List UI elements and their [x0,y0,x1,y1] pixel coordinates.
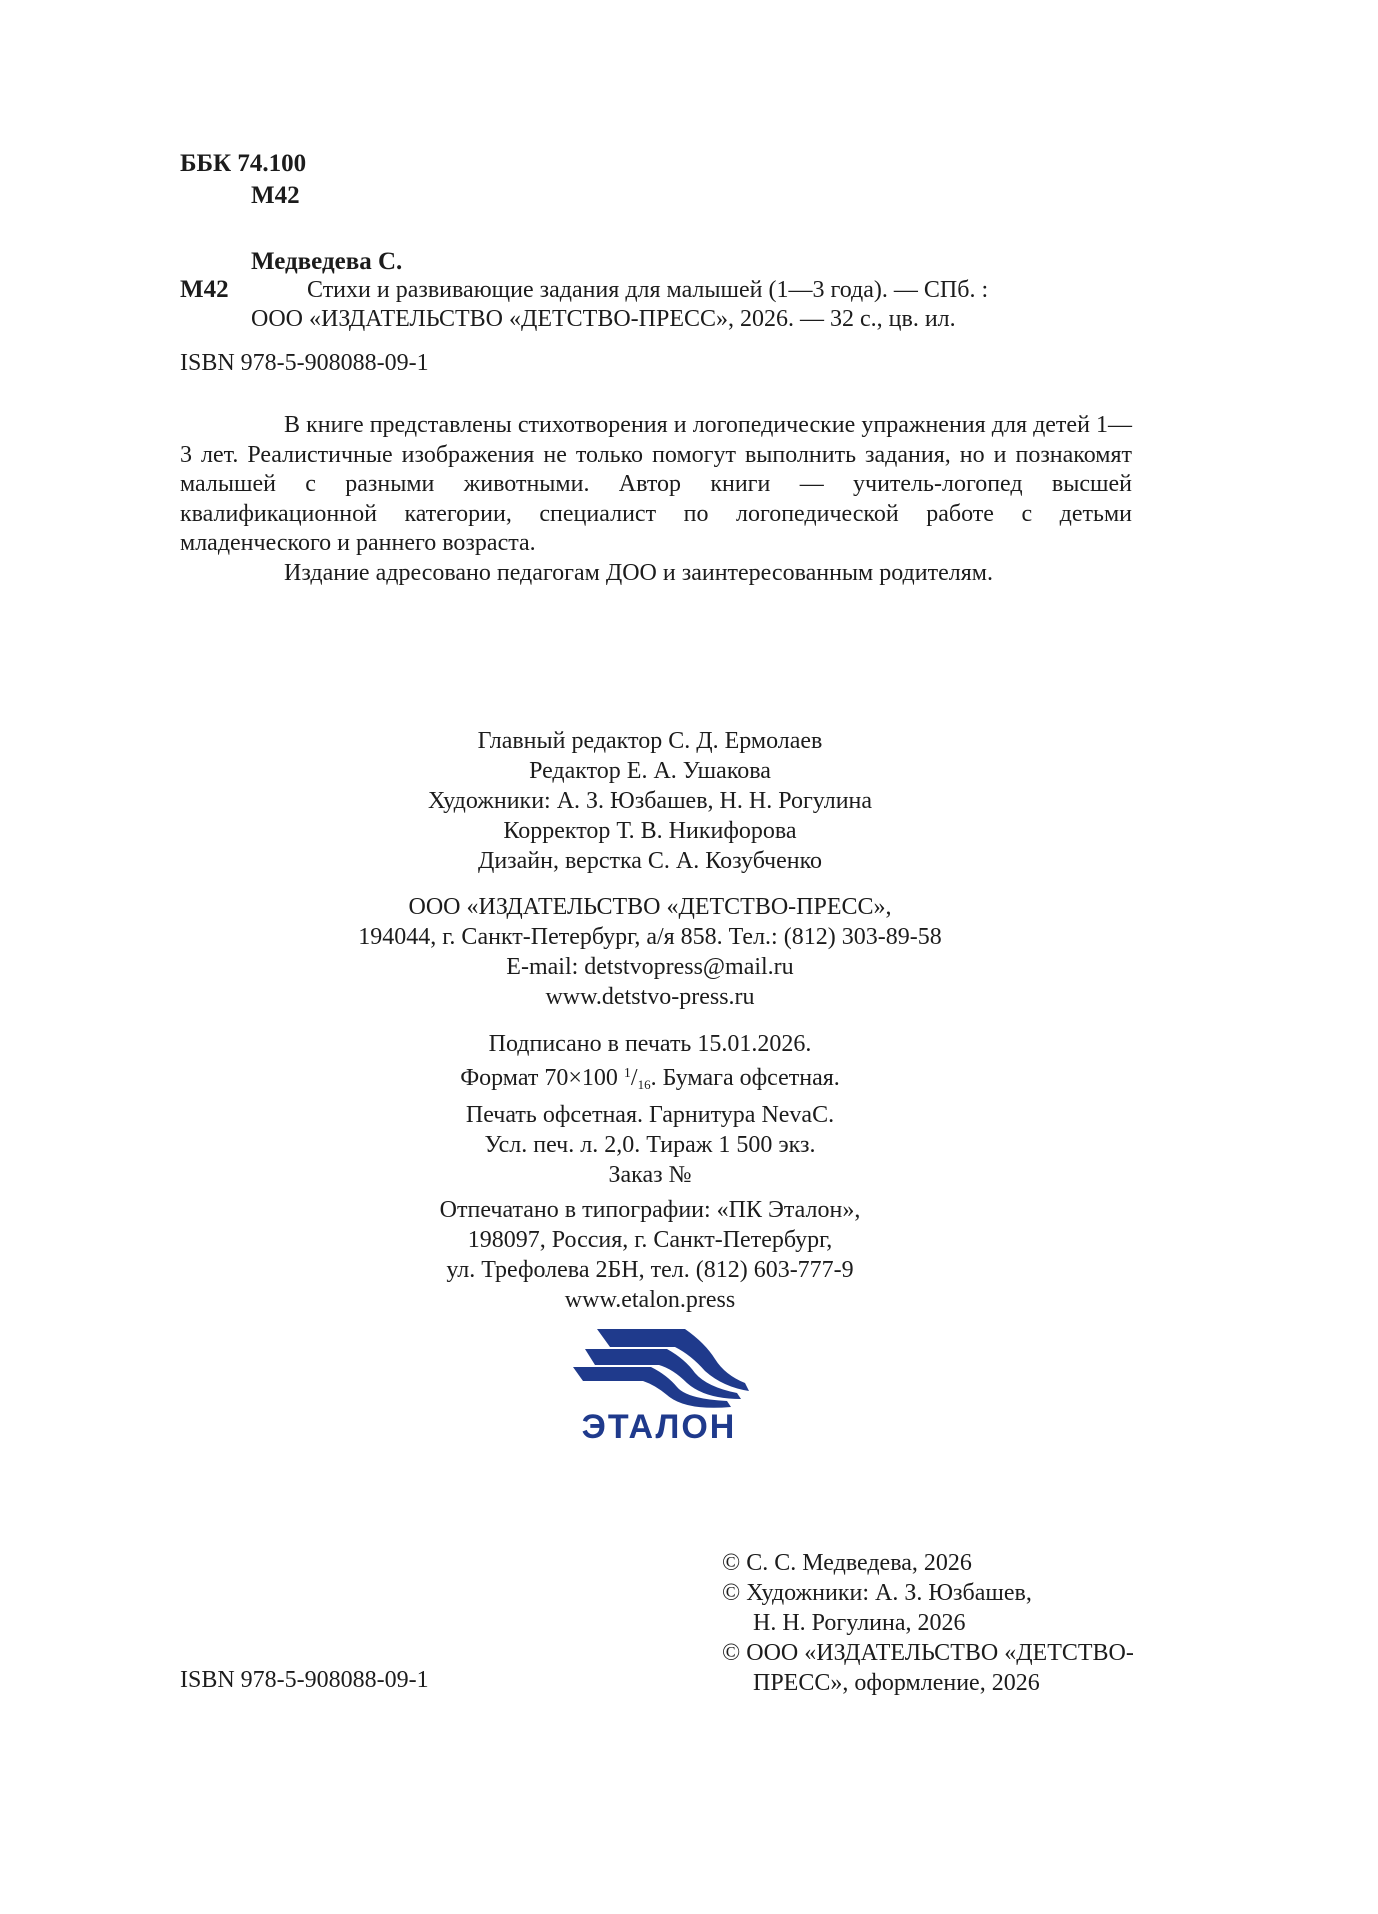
etalon-logo-text: ЭТАЛОН [581,1408,737,1445]
format-fraction-num: 1 [623,1066,631,1081]
etalon-logo [555,1325,763,1445]
isbn-top: ISBN 978-5-908088-09-1 [180,350,429,376]
author-mark-code: М42 [251,182,300,209]
credit-line: Художники: А. З. Юзбашев, Н. Н. Рогулина [427,788,873,814]
print-info-block [350,1029,950,1190]
author-mark: М42 [180,276,229,303]
print-format-prefix: Формат 70×100 [460,1065,618,1091]
print-volume: Усл. печ. л. 2,0. Тираж 1 500 экз. [484,1132,816,1158]
print-type: Печать офсетная. Гарнитура NevaC. [465,1102,835,1128]
publisher-line: 194044, г. Санкт-Петербург, а/я 858. Тел.: (812) 303-89-58 [358,924,942,950]
print-order: Заказ № [608,1162,692,1188]
credit-line: Корректор Т. В. Никифорова [503,818,797,844]
print-format-suffix: . Бумага офсетная. [650,1065,840,1091]
credit-line: Дизайн, верстка С. А. Козубченко [477,848,823,874]
annotation-paragraph: В книге представлены стихотворения и логопедические упражнения для детей 1—3 лет. Реалистичные изображения не только помогут выполнить задания, но и познакомят малышей с разными животными. Автор книги — учитель-логопед высшей квалификационной категории, специалист по логопедической работе с детьми младенческого и раннего возраста. [180,412,1132,556]
copyright-block [722,1548,1202,1698]
copyright-line: © С. С. Медведева, 2026 [722,1550,972,1576]
publisher-website: www.detstvo-press.ru [545,984,755,1010]
printer-line: 198097, Россия, г. Санкт-Петербург, [467,1227,833,1253]
publisher-block [350,892,950,1012]
printer-block [350,1195,950,1315]
copyright-line: © Художники: А. З. Юзбашев, [722,1580,1032,1606]
author-name: Медведева С. [251,248,403,275]
printer-line: Отпечатано в типографии: «ПК Эталон», [439,1197,861,1223]
biblio-title-line: Стихи и развивающие задания для малышей (1—3 года). — СПб. : [307,277,989,303]
biblio-publisher-line: ООО «ИЗДАТЕЛЬСТВО «ДЕТСТВО-ПРЕСС», 2026. — 32 с., цв. ил. [251,306,956,332]
credit-line: Редактор Е. А. Ушакова [529,758,771,784]
printer-website: www.etalon.press [564,1287,736,1313]
format-fraction-den: 16 [637,1077,651,1092]
publisher-email: E-mail: detstvopress@mail.ru [506,954,794,980]
copyright-line: Н. Н. Рогулина, 2026 [753,1610,966,1636]
copyright-line: © ООО «ИЗДАТЕЛЬСТВО «ДЕТСТВО- [722,1640,1134,1666]
annotation-paragraph: Издание адресовано педагогам ДОО и заинтересованным родителям. [284,559,993,586]
copyright-line: ПРЕСС», оформление, 2026 [753,1670,1040,1696]
isbn-bottom: ISBN 978-5-908088-09-1 [180,1667,429,1693]
print-signed: Подписано в печать 15.01.2026. [488,1031,812,1057]
printer-line: ул. Трефолева 2БН, тел. (812) 603-777-9 [446,1257,854,1283]
etalon-logo-icon [555,1325,763,1445]
credits-block [350,726,950,876]
publisher-line: ООО «ИЗДАТЕЛЬСТВО «ДЕТСТВО-ПРЕСС», [408,894,892,920]
credit-line: Главный редактор С. Д. Ермолаев [477,728,823,754]
bbk-code: ББК 74.100 [180,150,307,177]
annotation [180,411,1132,588]
print-format: Формат 70×100 $^1/_{16}$. Бумага офсетная. [460,1065,840,1092]
